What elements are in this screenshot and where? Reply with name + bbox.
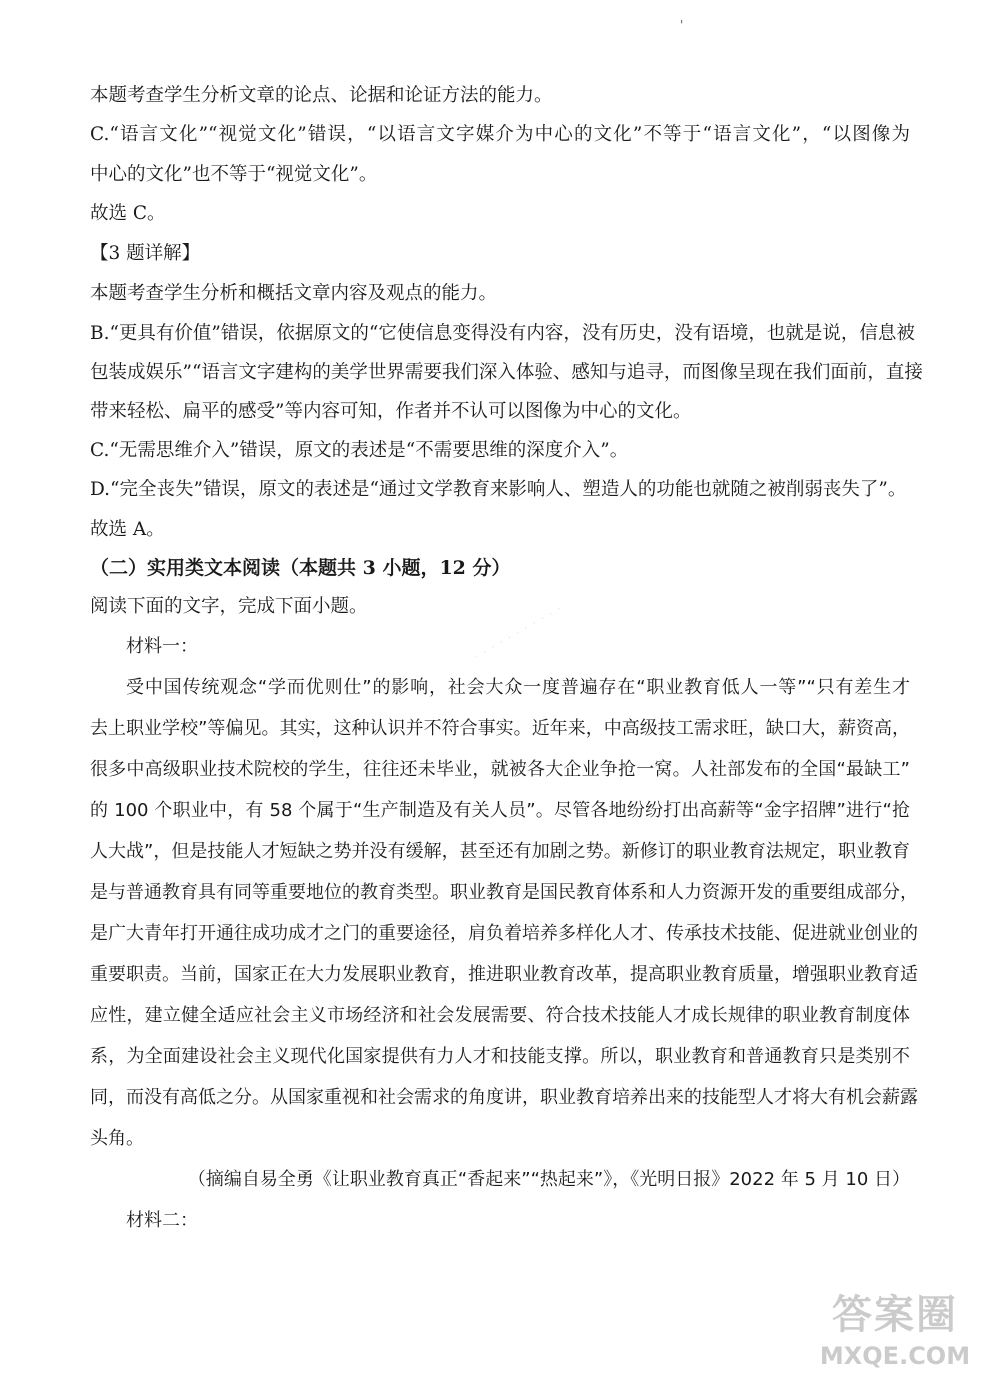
analysis3-option-b-line2: 包装成娱乐”“语言文字建构的美学世界需要我们深入体验、感知与追寻，而图像呈现在我们面前，直接 — [90, 362, 923, 383]
material1-line: 去上职业学校”等偏见。其实，这种认识并不符合事实。近年来，中高级技工需求旺，缺口大，薪资高， — [90, 718, 910, 739]
material1-source: （摘编自易全勇《让职业教育真正“香起来”“热起来”》，《光明日报》2022 年 5 月 10 日） — [187, 1169, 910, 1190]
material1-line: 头角。 — [90, 1128, 144, 1149]
analysis3-option-b-line3: 带来轻松、扁平的感受”等内容可知，作者并不认可以图像为中心的文化。 — [90, 401, 692, 422]
material1-line: 的 100 个职业中，有 58 个属于“生产制造及有关人员”。尽管各地纷纷打出高薪等“金字招牌”进行“抢 — [90, 800, 910, 821]
analysis2-intro: 本题考查学生分析文章的论点、论据和论证方法的能力。 — [90, 85, 553, 106]
analysis2-option-c-line2: 中心的文化”也不等于“视觉文化”。 — [90, 164, 378, 185]
material1-line: 是与普通教育具有同等重要地位的教育类型。职业教育是国民教育体系和人力资源开发的重要组成部分， — [90, 882, 918, 903]
analysis3-heading: 【3 题详解】 — [90, 243, 201, 264]
analysis3-option-b-line1: B.“更具有价值”错误，依据原文的“它使信息变得没有内容，没有历史，没有语境，也就是说，信息被 — [90, 323, 915, 344]
material1-line: 是广大青年打开通往成功成才之门的重要途径，肩负着培养多样化人才、传承技术技能、促进就业创业的 — [90, 923, 918, 944]
material1-label: 材料一： — [126, 636, 198, 657]
watermark-logo — [800, 1290, 990, 1375]
diagonal-watermark: · · · · · · · · · · · — [470, 599, 566, 666]
section2-instruction: 阅读下面的文字，完成下面小题。 — [90, 596, 368, 617]
analysis3-intro: 本题考查学生分析和概括文章内容及观点的能力。 — [90, 283, 498, 304]
analysis2-option-c-line1: C.“语言文化”“视觉文化”错误，“以语言文字媒介为中心的文化”不等于“语言文化”，“以图像为 — [90, 124, 910, 145]
section2-title: （二）实用类文本阅读（本题共 3 小题，12 分） — [90, 557, 511, 579]
material1-line: 同，而没有高低之分。从国家重视和社会需求的角度讲，职业教育培养出来的技能型人才将大有机会薪露 — [90, 1087, 918, 1108]
material1-line: 受中国传统观念“学而优则仕”的影响，社会大众一度普遍存在“职业教育低人一等”“只有差生才 — [126, 677, 910, 698]
analysis2-answer: 故选 C。 — [90, 203, 166, 224]
analysis3-option-d: D.“完全丧失”错误，原文的表述是“通过文学教育来影响人、塑造人的功能也就随之被削弱丧失了”。 — [90, 479, 907, 500]
material1-line: 系，为全面建设社会主义现代化国家提供有力人才和技能支撑。所以，职业教育和普通教育只是类别不 — [90, 1046, 910, 1067]
analysis3-answer: 故选 A。 — [90, 519, 165, 540]
material2-label: 材料二： — [126, 1210, 198, 1231]
material1-line: 重要职责。当前，国家正在大力发展职业教育，推进职业教育改革，提高职业教育质量，增强职业教育适 — [90, 964, 918, 985]
watermark-logo-mark: 答案圈 — [832, 1292, 958, 1338]
watermark-logo-domain: MXQE.COM — [819, 1342, 971, 1370]
material1-line: 很多中高级职业技术院校的学生，往往还未毕业，就被各大企业争抢一窝。人社部发布的全国“最缺工” — [90, 759, 910, 780]
analysis3-option-c: C.“无需思维介入”错误，原文的表述是“不需要思维的深度介入”。 — [90, 440, 629, 461]
top-mark: ' — [680, 18, 684, 32]
material1-line: 人大战”，但是技能人才短缺之势并没有缓解，甚至还有加剧之势。新修订的职业教育法规定，职业教育 — [90, 841, 910, 862]
material1-line: 应性，建立健全适应社会主义市场经济和社会发展需要、符合技术技能人才成长规律的职业教育制度体 — [90, 1005, 910, 1026]
